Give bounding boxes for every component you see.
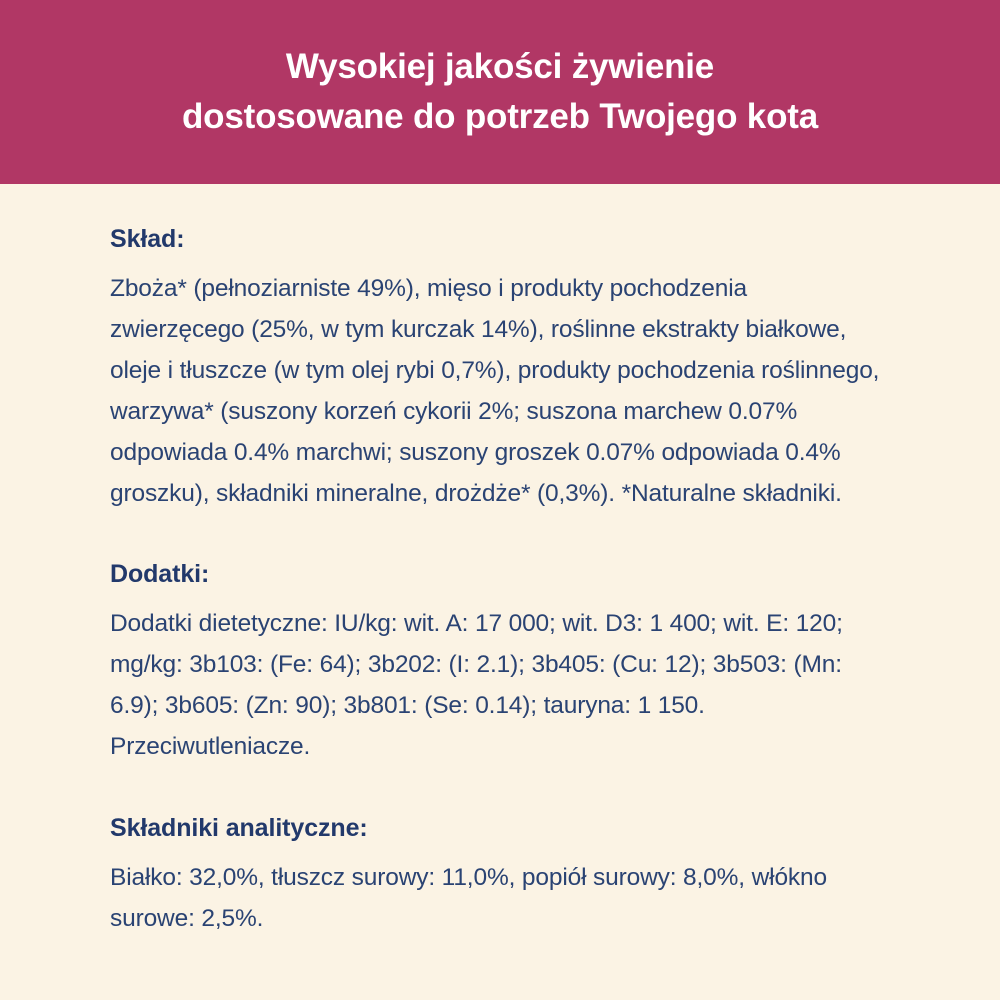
content-area [0,184,1000,1000]
banner-title-line-2: dostosowane do potrzeb Twojego kota [182,97,818,136]
ingredients-heading: Skład: [110,225,185,253]
header-banner [0,0,1000,184]
additives-heading: Dodatki: [110,560,210,588]
ingredients-text: Zboża* (pełnoziarniste 49%), mięso i produkty pochodzenia zwierzęcego (25%, w tym kurczak 14%), roślinne ekstrakty białkowe, oleje i tłuszcze (w tym olej rybi 0,7%), produkty pochodzenia roślinnego, warzywa* (suszony korzeń cykorii 2%; suszona marchew 0.07% odpowiada 0.4% marchwi; suszony groszek 0.07% odpowiada 0.4% groszku), składniki mineralne, drożdże* (0,3%). *Naturalne składniki. [110,275,880,507]
analytical-text: Białko: 32,0%, tłuszcz surowy: 11,0%, popiół surowy: 8,0%, włókno surowe: 2,5%. [110,864,827,932]
additives-text: Dodatki dietetyczne: IU/kg: wit. A: 17 000; wit. D3: 1 400; wit. E: 120; mg/kg: 3b103: (Fe: 64); 3b202: (I: 2.1); 3b405: (Cu: 12); 3b503: (Mn: 6.9); 3b605: (Zn: 90); 3b801: (Se: 0.14); tauryna: 1 150. Przeciwutleniacze. [110,610,843,760]
section-analytical-constituents [110,767,890,939]
analytical-heading: Składniki analityczne: [110,814,368,842]
banner-title [162,42,838,141]
section-ingredients [110,184,890,514]
banner-title-line-1: Wysokiej jakości żywienie [285,47,715,87]
section-additives [110,514,890,767]
